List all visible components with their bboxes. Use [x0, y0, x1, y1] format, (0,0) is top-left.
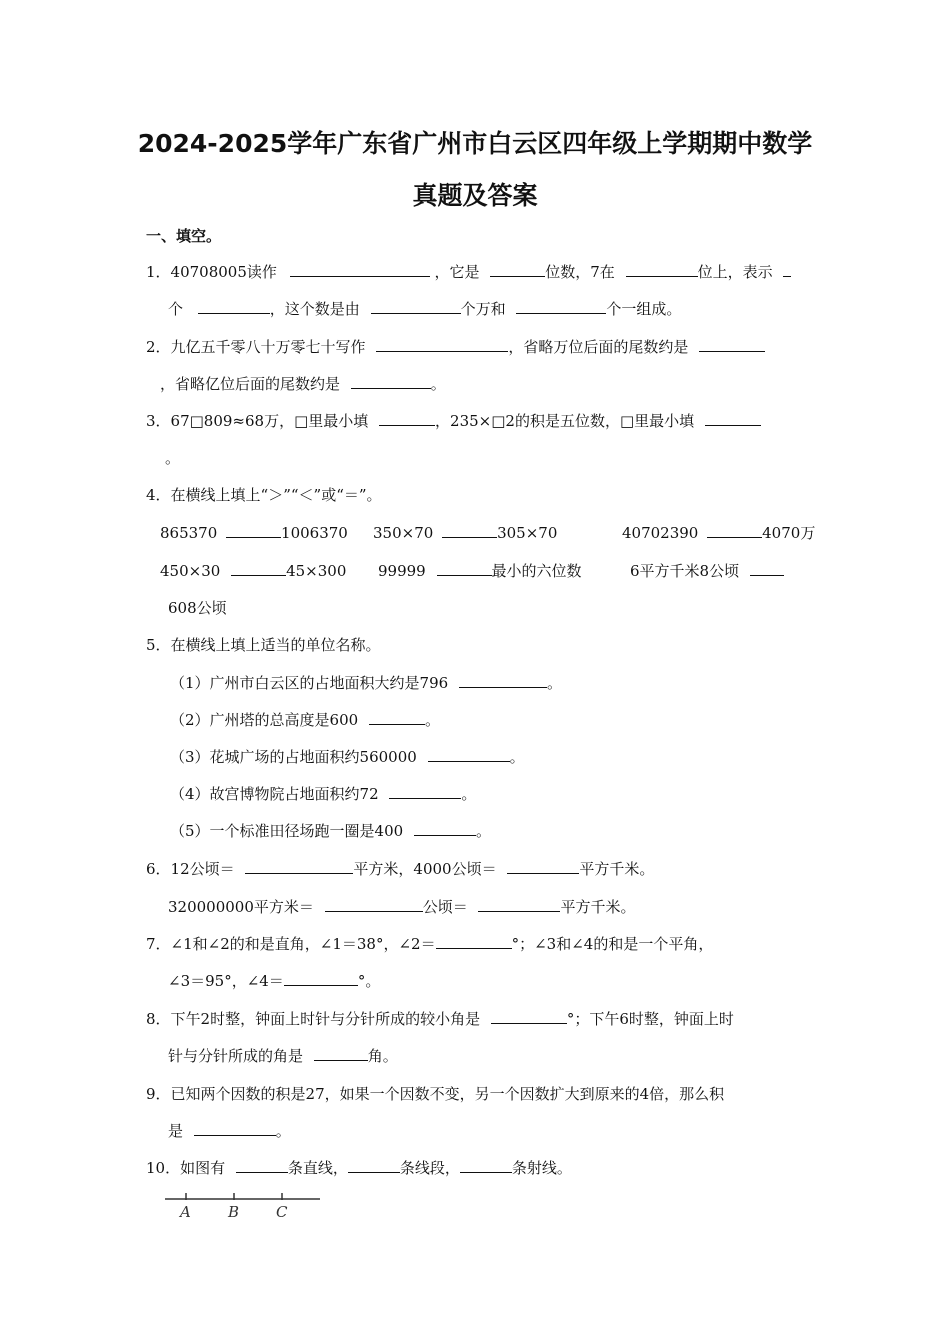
q5-item-4	[170, 784, 476, 804]
q8-text-c: 针与分针所成的角是	[168, 1047, 304, 1065]
q7-text-c: ∠3＝95°，∠4＝	[168, 972, 284, 990]
q8-text-b: °；下午6时整，钟面上时	[566, 1010, 734, 1028]
q5-item-end: 。	[509, 748, 525, 766]
q7-text-a: 7．∠1和∠2的和是直角，∠1＝38°，∠2＝	[146, 935, 436, 953]
q6-text-f: 平方千米。	[560, 898, 636, 916]
q5-item-text: （3）花城广场的占地面积约560000	[170, 748, 417, 766]
answer-blank[interactable]	[783, 262, 791, 277]
answer-blank[interactable]	[437, 561, 492, 576]
question-6-line2	[168, 897, 636, 917]
q2-text-c: ，省略亿位后面的尾数约是	[160, 375, 341, 393]
answer-blank[interactable]	[245, 859, 353, 874]
q4-right: 305×70	[497, 524, 558, 542]
question-8-line1	[146, 1009, 734, 1029]
answer-blank[interactable]	[348, 1158, 400, 1173]
q4-row2-item2	[378, 561, 582, 581]
question-2-line2	[160, 374, 446, 394]
answer-blank[interactable]	[290, 262, 430, 277]
q1-text-e: 个	[168, 300, 184, 318]
answer-blank[interactable]	[491, 1009, 567, 1024]
q3-text-c: 。	[165, 449, 181, 467]
q1-text-g: 个万和	[460, 300, 506, 318]
answer-blank[interactable]	[389, 784, 461, 799]
answer-blank[interactable]	[236, 1158, 288, 1173]
question-3-line1	[146, 411, 761, 431]
answer-blank[interactable]	[379, 411, 435, 426]
q10-text-c: 条线段，	[399, 1159, 460, 1177]
answer-blank[interactable]	[750, 561, 784, 576]
answer-blank[interactable]	[705, 411, 761, 426]
question-1-line1	[146, 262, 791, 282]
question-7-line1	[146, 934, 713, 954]
answer-blank[interactable]	[507, 859, 579, 874]
q3-text-b: ，235×□2的积是五位数，□里最小填	[435, 412, 695, 430]
q6-text-a: 6．12公顷＝	[146, 860, 235, 878]
q10-text-a: 10．如图有	[146, 1159, 226, 1177]
answer-blank[interactable]	[194, 1121, 276, 1136]
document-title-line1: 2024-2025学年广东省广州市白云区四年级上学期期中数学	[137, 129, 813, 158]
q10-text-d: 条射线。	[511, 1159, 572, 1177]
question-6-line1	[146, 859, 654, 879]
q4-row1-item1	[160, 523, 348, 543]
answer-blank[interactable]	[428, 747, 510, 762]
q4-left: 450×30	[160, 562, 221, 580]
q5-item-end: 。	[461, 785, 477, 803]
q8-text-a: 8．下午2时整，钟面上时针与分针所成的较小角是	[146, 1010, 481, 1028]
q4-left: 99999	[378, 562, 426, 580]
answer-blank[interactable]	[284, 971, 358, 986]
q7-text-d: °。	[357, 972, 381, 990]
q4-right: 1006370	[281, 524, 348, 542]
q3-text-a: 3．67□809≈68万，□里最小填	[146, 412, 369, 430]
q1-text-b: ，它是	[434, 263, 480, 281]
q4-left: 40702390	[622, 524, 699, 542]
answer-blank[interactable]	[198, 299, 270, 314]
q4-row3: 608公顷	[168, 599, 227, 617]
question-1-line2	[168, 299, 681, 319]
question-9-line2	[168, 1121, 291, 1141]
point-label-c: C	[276, 1203, 288, 1221]
q5-item-3	[170, 747, 525, 767]
answer-blank[interactable]	[369, 710, 425, 725]
q9-text-a: 9．已知两个因数的积是27，如果一个因数不变，另一个因数扩大到原来的4倍，那么积	[146, 1085, 725, 1103]
question-7-line2	[168, 971, 380, 991]
q4-right: 45×300	[286, 562, 347, 580]
q2-text-a: 2．九亿五千零八十万零七十写作	[146, 338, 366, 356]
answer-blank[interactable]	[231, 561, 286, 576]
q4-row1-item2	[373, 523, 557, 543]
question-10-line	[146, 1158, 572, 1178]
q1-text-h: 个一组成。	[606, 300, 682, 318]
question-2-line1	[146, 337, 765, 357]
answer-blank[interactable]	[351, 374, 431, 389]
answer-blank[interactable]	[459, 673, 547, 688]
q9-text-c: 。	[275, 1122, 291, 1140]
q4-row2-item3	[630, 561, 784, 581]
q4-row2-item1	[160, 561, 346, 581]
question-8-line2	[168, 1046, 398, 1066]
answer-blank[interactable]	[314, 1046, 368, 1061]
question-5-stem: 5．在横线上填上适当的单位名称。	[146, 636, 381, 654]
answer-blank[interactable]	[516, 299, 606, 314]
q6-text-d: 320000000平方米＝	[168, 898, 314, 916]
question-4-stem: 4．在横线上填上“＞”“＜”或“＝”。	[146, 486, 382, 504]
answer-blank[interactable]	[414, 821, 476, 836]
q7-text-b: °；∠3和∠4的和是一个平角，	[511, 935, 714, 953]
q8-text-d: 角。	[367, 1047, 398, 1065]
answer-blank[interactable]	[478, 897, 560, 912]
q6-text-b: 平方米，4000公顷＝	[353, 860, 497, 878]
answer-blank[interactable]	[699, 337, 765, 352]
q9-text-b: 是	[168, 1122, 184, 1140]
q5-item-text: （5）一个标准田径场跑一圈是400	[170, 822, 404, 840]
q4-right: 4070万	[762, 524, 816, 542]
q5-item-text: （2）广州塔的总高度是600	[170, 711, 359, 729]
section-heading: 一、填空。	[146, 227, 222, 245]
q5-item-end: 。	[475, 822, 491, 840]
q10-text-b: 条直线，	[287, 1159, 348, 1177]
q2-text-b: ，省略万位后面的尾数约是	[508, 338, 689, 356]
q4-right: 最小的六位数	[491, 562, 582, 580]
answer-blank[interactable]	[226, 523, 281, 538]
document-title-line2: 真题及答案	[412, 181, 538, 210]
q6-text-c: 平方千米。	[579, 860, 655, 878]
answer-blank[interactable]	[626, 262, 698, 277]
q4-left: 350×70	[373, 524, 434, 542]
q6-text-e: 公顷＝	[422, 898, 468, 916]
point-label-a: A	[180, 1203, 191, 1221]
q5-item-text: （4）故宫博物院占地面积约72	[170, 785, 379, 803]
q1-text-d: 位上，表示	[697, 263, 773, 281]
answer-blank[interactable]	[371, 299, 461, 314]
line-figure	[165, 1192, 335, 1224]
q5-item-2	[170, 710, 440, 730]
q4-left: 865370	[160, 524, 218, 542]
q5-item-text: （1）广州市白云区的占地面积大约是796	[170, 674, 449, 692]
answer-blank[interactable]	[460, 1158, 512, 1173]
answer-blank[interactable]	[376, 337, 508, 352]
q1-text-a: 1．40708005读作	[146, 263, 277, 281]
q4-left: 6平方千米8公顷	[630, 562, 740, 580]
q4-row1-item3	[622, 523, 815, 543]
answer-blank[interactable]	[707, 523, 762, 538]
q5-item-5	[170, 821, 491, 841]
q5-item-end: 。	[546, 674, 562, 692]
q5-item-1	[170, 673, 562, 693]
q5-item-end: 。	[424, 711, 440, 729]
answer-blank[interactable]	[442, 523, 497, 538]
q2-text-d: 。	[430, 375, 446, 393]
answer-blank[interactable]	[325, 897, 423, 912]
q1-text-c: 位数，7在	[545, 263, 615, 281]
point-label-b: B	[228, 1203, 240, 1221]
answer-blank[interactable]	[490, 262, 545, 277]
q1-text-f: ，这个数是由	[269, 300, 360, 318]
answer-blank[interactable]	[436, 934, 512, 949]
